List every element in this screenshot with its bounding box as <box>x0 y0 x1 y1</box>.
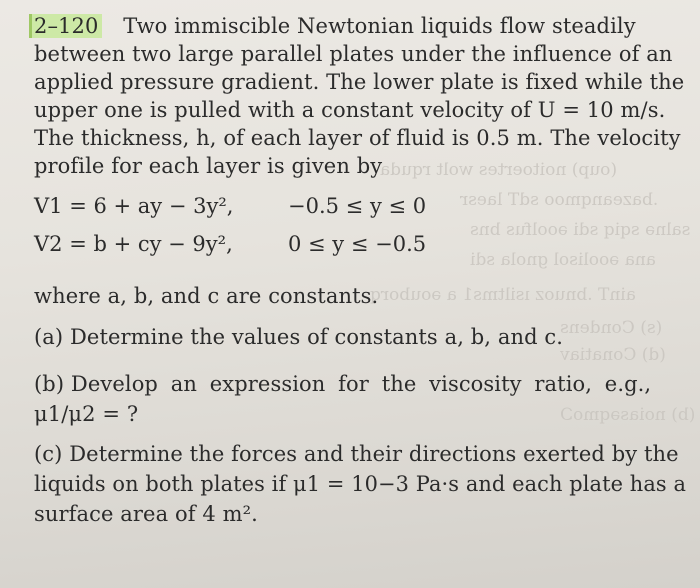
equation-2-range: 0 ≤ y ≤ −0.5 <box>288 232 427 256</box>
constants-note: where a, b, and c are constants. <box>34 284 379 308</box>
part-b <box>34 372 651 396</box>
equation-1-lhs: V1 = 6 + ay − 3y², <box>34 194 234 218</box>
bleed-through-text: (d) Conatiav <box>560 345 666 365</box>
part-a <box>34 325 563 349</box>
intro-line-1: Two immiscible Newtonian liquids flow steadily <box>123 14 636 38</box>
bleed-through-text: (oup) noitoertes wolt rquda <box>380 160 618 180</box>
part-c-line-3: surface area of 4 m². <box>34 502 258 526</box>
bleed-through-text: ainT .bnuoz ısiltms1 a əouborq <box>370 285 636 305</box>
intro-line-5: The thickness, h, of each layer of fluid is 0.5 m. The velocity <box>34 126 681 150</box>
part-b-label: (b) <box>34 372 65 396</box>
intro-line-4: upper one is pulled with a constant velocity of U = 10 m/s. <box>34 98 666 122</box>
problem-line-1 <box>34 14 636 38</box>
intro-line-3: applied pressure gradient. The lower plate is fixed while the <box>34 70 685 94</box>
equation-2-lhs: V2 = b + cy − 9y², <box>34 232 233 256</box>
intro-line-2: between two large parallel plates under the influence of an <box>34 42 673 66</box>
part-c-label: (c) <box>34 442 63 466</box>
equation-1-range: −0.5 ≤ y ≤ 0 <box>288 194 427 218</box>
part-a-text: Determine the values of constants a, b, and c. <box>70 325 564 349</box>
part-c-text: Determine the forces and their directions exerted by the <box>69 442 679 466</box>
bleed-through-text: salnə sqiq sdi əoolfus bns <box>470 220 691 240</box>
part-b-text: Develop an expression for the viscosity ratio, e.g., <box>70 372 652 396</box>
bleed-through-text: ana əoolisol gnola sdi <box>470 250 656 270</box>
part-a-label: (a) <box>34 325 64 349</box>
bleed-through-text: .bazeanqmoo sdT laesr <box>460 190 659 210</box>
part-c <box>34 442 679 466</box>
part-b-continuation: μ1/μ2 = ? <box>34 402 139 426</box>
bleed-through-text: (s) Condens <box>560 318 663 338</box>
part-c-line-2: liquids on both plates if μ1 = 10−3 Pa·s and each plate has a <box>34 472 687 496</box>
intro-line-6: profile for each layer is given by <box>34 154 383 178</box>
bleed-through-text: (b) noiasəqmoƆ <box>560 405 696 425</box>
problem-number: 2–120 <box>29 14 102 38</box>
